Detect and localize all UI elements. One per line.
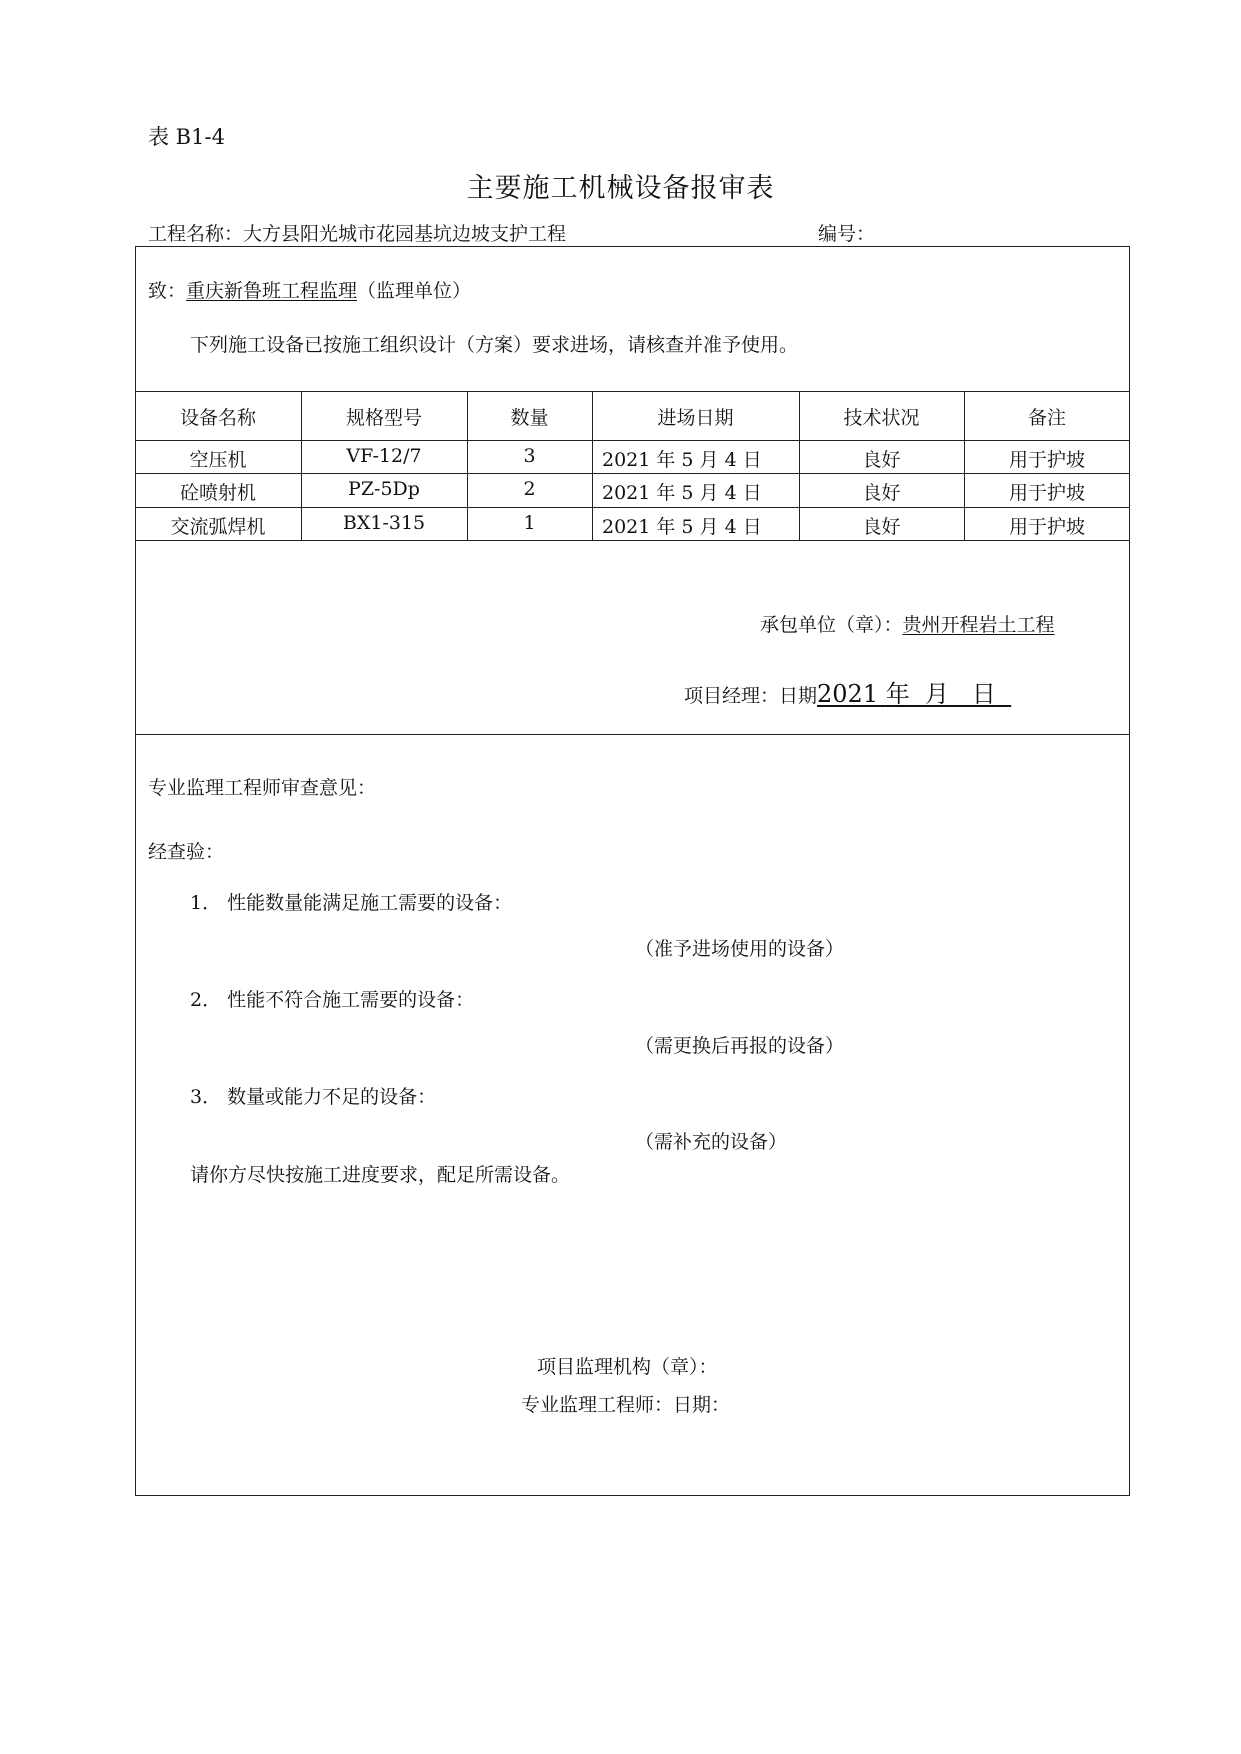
table-header: 技术状况 xyxy=(843,407,920,429)
table-header: 备注 xyxy=(1027,407,1066,429)
table-cell: 空压机 xyxy=(189,449,247,471)
addressee-line xyxy=(148,276,471,303)
project-name-line xyxy=(148,219,566,246)
divider-table-bottom xyxy=(135,540,1130,541)
divider-table-top xyxy=(135,391,1130,392)
serial-label: 编号： xyxy=(818,223,876,245)
project-name: 大方县阳光城市花园基坑边坡支护工程 xyxy=(243,223,567,245)
contractor-line xyxy=(760,610,1055,637)
divider-row-1 xyxy=(135,473,1130,474)
divider-header-row xyxy=(135,440,1130,441)
addressee-prefix: 致： xyxy=(148,280,187,302)
table-cell: 2021 年 5 月 4 日 xyxy=(602,449,762,471)
manager-date-rest: 年 月 日 xyxy=(885,680,996,708)
review-item-1-note: （准予进场使用的设备） xyxy=(635,938,845,960)
divider-row-2 xyxy=(135,507,1130,508)
contractor-label: 承包单位（章）： xyxy=(760,614,903,636)
manager-date xyxy=(817,680,1011,708)
project-label: 工程名称： xyxy=(148,223,244,245)
review-item-2-note: （需更换后再报的设备） xyxy=(635,1035,845,1057)
review-item-3-note: （需补充的设备） xyxy=(635,1131,788,1153)
page-title: 主要施工机械设备报审表 xyxy=(466,173,775,204)
table-cell: 砼喷射机 xyxy=(179,482,256,504)
manager-date-line xyxy=(684,674,1011,709)
table-cell: 2021 年 5 月 4 日 xyxy=(602,516,762,538)
supervision-org-line: 项目监理机构（章）： xyxy=(537,1356,718,1378)
table-cell: 2021 年 5 月 4 日 xyxy=(602,482,762,504)
table-cell: 交流弧焊机 xyxy=(170,516,266,538)
review-heading: 专业监理工程师审查意见： xyxy=(148,777,377,799)
table-header: 设备名称 xyxy=(179,407,256,429)
manager-year: 2021 xyxy=(817,680,879,708)
review-request: 请你方尽快按施工进度要求，配足所需设备。 xyxy=(190,1164,571,1186)
form-frame xyxy=(135,246,1130,1496)
table-cell: 良好 xyxy=(862,516,901,538)
addressee-suffix: （监理单位） xyxy=(357,280,472,302)
form-number: 表 B1-4 xyxy=(148,125,225,149)
table-cell: 良好 xyxy=(862,449,901,471)
table-header: 进场日期 xyxy=(657,407,734,429)
table-cell: PZ-5Dp xyxy=(348,478,420,500)
intro-text: 下列施工设备已按施工组织设计（方案）要求进场，请核查并准予使用。 xyxy=(190,334,799,356)
table-cell: 用于护坡 xyxy=(1008,482,1085,504)
table-header: 规格型号 xyxy=(345,407,422,429)
manager-label: 项目经理：日期 xyxy=(684,685,818,707)
table-cell: VF-12/7 xyxy=(346,445,422,467)
table-cell: 2 xyxy=(523,478,536,500)
divider-signature-section xyxy=(135,734,1130,735)
review-item-2: 2． 性能不符合施工需要的设备： xyxy=(190,989,475,1011)
table-cell: 3 xyxy=(523,445,536,467)
table-cell: 用于护坡 xyxy=(1008,516,1085,538)
supervisor-unit-name: 重庆新鲁班工程监理 xyxy=(186,280,358,302)
engineer-date-line: 专业监理工程师：日期： xyxy=(521,1394,731,1416)
table-cell: 用于护坡 xyxy=(1008,449,1085,471)
contractor-name: 贵州开程岩土工程 xyxy=(902,614,1055,636)
checked-label: 经查验： xyxy=(148,841,225,863)
review-item-3: 3． 数量或能力不足的设备： xyxy=(190,1086,437,1108)
serial-number-line xyxy=(818,219,875,246)
table-cell: 1 xyxy=(523,512,536,534)
table-cell: 良好 xyxy=(862,482,901,504)
review-item-1: 1． 性能数量能满足施工需要的设备： xyxy=(190,892,513,914)
table-cell: BX1-315 xyxy=(342,512,426,534)
table-header: 数量 xyxy=(510,407,549,429)
